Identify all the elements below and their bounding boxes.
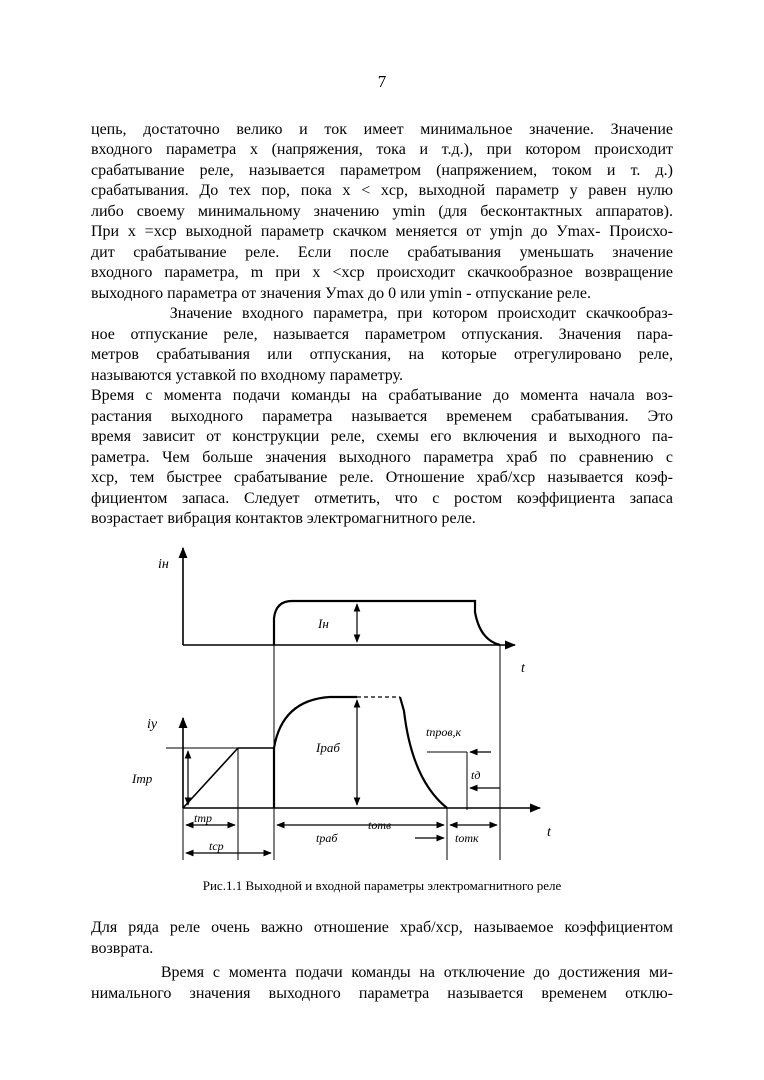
figure-caption: Рис.1.1 Выходной и входной параметры электромагнитного реле	[202, 878, 562, 893]
text-line: возврата.	[91, 940, 154, 957]
label-t-rab: tраб	[316, 831, 338, 845]
text-line: называются уставкой по входному параметру.	[91, 367, 403, 384]
text-line: входного параметра, m при x <xср происходит скачкообразное возвращение	[91, 264, 673, 281]
text-line: дит срабатывание реле. Если после срабатывания уменьшать значение	[91, 244, 673, 261]
text-line: раметра. Чем больше значения выходного параметра xраб по сравнению с	[91, 449, 673, 466]
label-i-y: iу	[147, 717, 158, 732]
text-line: Время с момента подачи команды на отключение до достижения ми-	[91, 964, 673, 981]
label-t-sr: tср	[209, 839, 224, 853]
text-line: При x =xср выходной параметр скачком меняется от ymjn до Уmax- Происхо-	[91, 223, 673, 240]
text-line: входного параметра x (напряжения, тока и т.д.), при котором происходит	[91, 141, 673, 158]
page-number: 7	[377, 72, 387, 91]
label-t-bottom: t	[547, 825, 551, 840]
output-current-curve	[274, 601, 500, 645]
text-line: xср, тем быстрее срабатывание реле. Отношение xраб/xср называется коэф-	[91, 469, 673, 486]
text-line: растания выходного параметра называется временем срабатывания. Это	[91, 408, 673, 425]
label-t-prov: tпров,к	[426, 725, 462, 739]
text-line: Значение входного параметра, при котором происходит скачкообраз-	[91, 305, 673, 322]
text-line: метров срабатывания или отпускания, на которые отрегулировано реле,	[91, 346, 673, 363]
label-t-otk: tотк	[455, 831, 479, 845]
label-I-rab: Iраб	[316, 740, 340, 755]
input-ramp	[183, 748, 274, 808]
label-t-d: tд	[471, 768, 481, 782]
label-i-n: iн	[158, 557, 169, 572]
label-t-otv: tотв	[368, 818, 392, 832]
text-line: срабатывания. До тех пор, пока x < xср, выходной параметр y равен нулю	[91, 182, 673, 199]
label-I-n: Iн	[318, 616, 329, 631]
text-line: нимального значения выходного параметра называется временем отклю-	[91, 985, 673, 1002]
text-line: либо своему минимальному значению ymin (для бесконтактных аппаратов).	[91, 203, 673, 220]
text-line: время зависит от конструкции реле, схемы его включения и выходного па-	[91, 428, 673, 445]
label-t-top: t	[521, 661, 525, 676]
text-line: Время с момента подачи команды на срабатывание до момента начала воз-	[91, 387, 673, 404]
text-line: ное отпускание реле, называется параметром отпускания. Значения пара-	[91, 326, 673, 343]
text-line: срабатывание реле, называется параметром (напряжением, током и т. д.)	[91, 162, 673, 179]
text-line: выходного параметра от значения Уmax до 0 или ymin - отпускание реле.	[91, 285, 591, 302]
label-I-tr: Iтр	[132, 771, 153, 786]
text-line: возрастает вибрация контактов электромагнитного реле.	[91, 510, 476, 527]
text-line: фициентом запаса. Следует отметить, что с ростом коэффициента запаса	[91, 490, 673, 507]
text-line: Для ряда реле очень важно отношение xраб/xср, называемое коэффициентом	[91, 919, 673, 936]
text-line: цепь, достаточно велико и ток имеет минимальное значение. Значение	[91, 121, 673, 138]
label-t-tr: tтр	[194, 811, 212, 825]
